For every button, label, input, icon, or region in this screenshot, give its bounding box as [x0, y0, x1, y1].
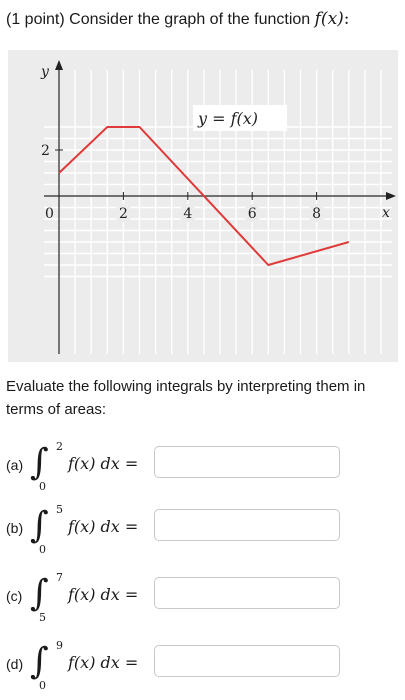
- answer-input-c[interactable]: [154, 577, 340, 609]
- question-label: (d): [6, 656, 24, 672]
- answer-input-b[interactable]: [154, 509, 340, 541]
- integral-sign: ∫: [30, 442, 49, 483]
- answer-input-a[interactable]: [154, 446, 340, 478]
- x-tick-label: 8: [312, 206, 322, 222]
- upper-limit: 7: [56, 571, 63, 584]
- y-axis-label: y: [41, 64, 49, 80]
- graph-background: [8, 50, 398, 362]
- answer-input-d[interactable]: [154, 645, 340, 677]
- curve-label: y = f(x): [198, 109, 259, 128]
- lower-limit: 0: [39, 480, 46, 493]
- graph-canvas: [8, 50, 398, 362]
- origin-label: 0: [45, 206, 54, 222]
- lower-limit: 0: [39, 543, 46, 556]
- integrand: f(x) dx =: [68, 454, 139, 473]
- problem-header: [6, 8, 350, 31]
- x-axis-label: x: [382, 205, 390, 221]
- upper-limit: 2: [56, 440, 63, 453]
- instructions-text: Evaluate the following integrals by interpreting them in terms of areas:: [6, 378, 366, 418]
- lower-limit: 5: [39, 611, 46, 624]
- question-label: (b): [6, 520, 24, 536]
- question-a: [6, 440, 401, 500]
- integral-sign: ∫: [30, 505, 49, 546]
- x-tick-label: 4: [183, 206, 193, 222]
- header-suffix: :: [343, 9, 350, 29]
- function-graph: [8, 50, 398, 362]
- lower-limit: 0: [39, 679, 46, 692]
- upper-limit: 9: [56, 639, 63, 652]
- integrand: f(x) dx =: [68, 653, 139, 672]
- integrand: f(x) dx =: [68, 517, 139, 536]
- x-tick-label: 2: [118, 206, 128, 222]
- integrand: f(x) dx =: [68, 585, 139, 604]
- question-b: [6, 503, 401, 563]
- question-c: [6, 571, 401, 631]
- header-prefix: (1 point) Consider the graph of the function: [6, 11, 315, 28]
- upper-limit: 5: [56, 503, 63, 516]
- question-label: (c): [6, 588, 23, 604]
- function-symbol: f(x): [314, 9, 344, 29]
- integral-sign: ∫: [30, 641, 49, 682]
- y-tick-label: 2: [41, 143, 50, 159]
- question-label: (a): [6, 457, 24, 473]
- question-d: [6, 639, 401, 699]
- x-tick-label: 6: [247, 206, 257, 222]
- integral-sign: ∫: [30, 573, 49, 614]
